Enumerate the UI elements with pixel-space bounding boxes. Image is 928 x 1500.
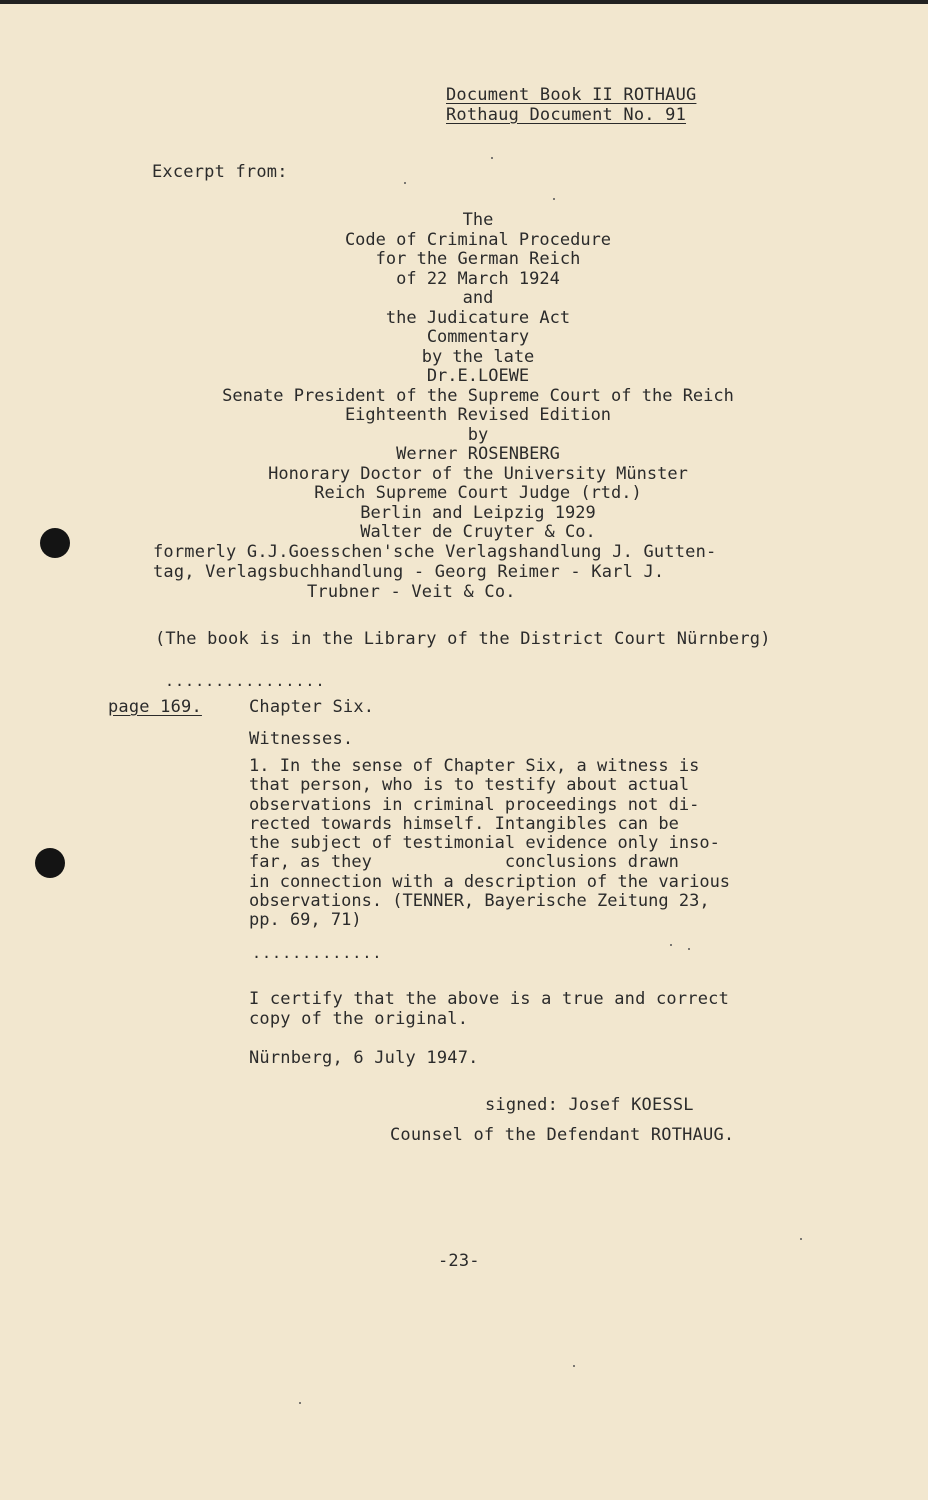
body-line: pp. 69, 71) (249, 910, 362, 931)
certification-line: copy of the original. (249, 1009, 469, 1029)
speck (670, 944, 672, 946)
title-line: Honorary Doctor of the University Münster (268, 463, 688, 484)
counsel-line: Counsel of the Defendant ROTHAUG. (390, 1125, 735, 1145)
publisher-line: formerly G.J.Goesschen'sche Verlagshandlung J. Gutten- (153, 542, 717, 562)
chapter-heading: Chapter Six. (249, 697, 375, 717)
title-line: The (462, 210, 494, 230)
separator-dots: ............. (252, 944, 383, 962)
page-number: -23- (438, 1251, 480, 1271)
date-line: Nürnberg, 6 July 1947. (249, 1048, 479, 1068)
excerpt-label: Excerpt from: (152, 162, 288, 182)
title-line: Reich Supreme Court Judge (rtd.) (314, 483, 642, 503)
title-line: Code of Criminal Procedure (344, 229, 612, 250)
header-doc-book: Document Book II ROTHAUG (446, 85, 697, 105)
certification-line: I certify that the above is a true and correct (249, 989, 730, 1009)
body-line: observations in criminal proceedings not di- (249, 794, 700, 815)
body-line: rected towards himself. Intangibles can be (249, 813, 679, 834)
publisher-line: tag, Verlagsbuchhandlung - Georg Reimer - Karl J. (153, 562, 665, 582)
punch-hole (40, 528, 70, 558)
speck (491, 157, 493, 159)
body-line: the subject of testimonial evidence only inso- (249, 833, 720, 854)
speck (404, 182, 406, 184)
title-line: Eighteenth Revised Edition (344, 405, 612, 425)
speck (688, 948, 690, 950)
title-line: by (467, 424, 489, 445)
title-line: for the German Reich (375, 249, 581, 269)
title-line: of 22 March 1924 (396, 268, 560, 289)
title-line: Walter de Cruyter & Co. (360, 522, 596, 542)
library-note: (The book is in the Library of the District Court Nürnberg) (155, 629, 771, 649)
signature-line: signed: Josef KOESSL (485, 1095, 694, 1115)
title-line: and (462, 288, 494, 308)
body-line: that person, who is to testify about actual (249, 775, 690, 796)
publisher-line: Trubner - Veit & Co. (307, 582, 516, 602)
title-block (150, 211, 806, 543)
body-line: in connection with a description of the various (249, 871, 731, 892)
body-line: observations. (TENNER, Bayerische Zeitung 23, (249, 891, 710, 912)
speck (573, 1365, 575, 1367)
scan-edge (0, 0, 928, 4)
section-heading: Witnesses. (249, 729, 354, 749)
header-doc-number: Rothaug Document No. 91 (446, 105, 687, 125)
speck (299, 1402, 301, 1404)
title-line: Werner ROSENBERG (396, 444, 560, 464)
page-reference: page 169. (108, 697, 202, 717)
speck (553, 198, 555, 200)
title-line: Dr.E.LOEWE (426, 366, 530, 386)
title-line: Senate President of the Supreme Court of the Reich (222, 385, 734, 406)
title-line: the Judicature Act (385, 307, 571, 328)
title-line: by the late (421, 346, 535, 367)
body-paragraph (249, 757, 819, 931)
title-line: Commentary (426, 327, 530, 347)
speck (800, 1238, 802, 1240)
body-line: far, as they conclusions drawn (249, 852, 679, 873)
body-line: 1. In the sense of Chapter Six, a witness is (249, 756, 700, 776)
punch-hole (35, 848, 65, 878)
separator-dots: ................ (165, 672, 326, 690)
title-line: Berlin and Leipzig 1929 (360, 502, 596, 523)
